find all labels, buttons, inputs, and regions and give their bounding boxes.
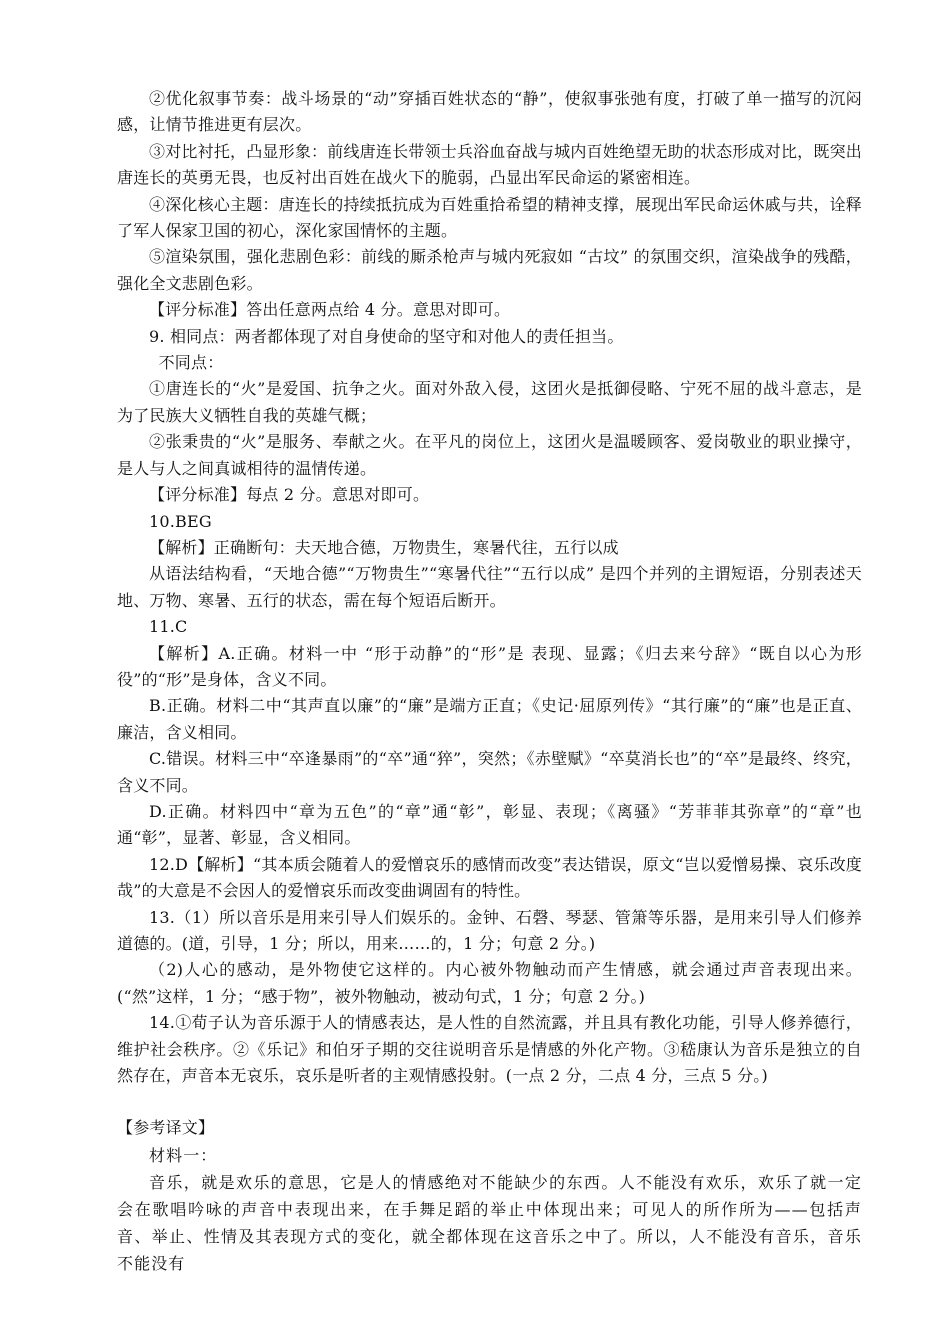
answer-paragraph: 不同点： xyxy=(158,353,224,373)
analysis-paragraph: B.正确。材料二中“其声直以廉”的“廉”是端方正直；《史记·屈原列传》“其行廉”的“廉”也是正直、廉洁，含义相同。 xyxy=(117,696,862,742)
analysis-paragraph: 从语法结构看，“天地合德”“万物贵生”“寒暑代往”“五行以成” 是四个并列的主谓短语，分别表述天地、万物、寒暑、五行的状态，需在每个短语后断开。 xyxy=(117,564,862,610)
analysis-paragraph: D.正确。材料四中“章为五色”的“章”通“彰”，彰显、表现；《离骚》“芳菲菲其弥章”的“章”也通“彰”，显著、彰显，含义相同。 xyxy=(117,801,862,848)
answer-paragraph: 9. 相同点：两者都体现了对自身使命的坚守和对他人的责任担当。 xyxy=(149,326,624,346)
analysis-paragraph: 【解析】A.正确。材料一中 “形于动静”的“形”是 表现、显露；《归去来兮辞》“既自以心为形役”的“形”是身体，含义不同。 xyxy=(117,643,862,689)
scoring-criteria: 【评分标准】每点 2 分。意思对即可。 xyxy=(149,485,430,505)
section-subtitle: 材料一： xyxy=(149,1145,218,1165)
answer-paragraph: ④深化核心主题：唐连长的持续抵抗成为百姓重拾希望的精神支撑，展现出军民命运休戚与共，诠释了军人保家卫国的初心，深化家国情怀的主题。 xyxy=(117,194,862,241)
answer-paragraph: ①唐连长的“火”是爱国、抗争之火。面对外敌入侵，这团火是抵御侵略、宁死不屈的战斗意志，是为了民族大义牺牲自我的英雄气概； xyxy=(117,379,862,425)
answer-paragraph: 10.BEG xyxy=(149,511,212,531)
answer-paragraph: ②张秉贵的“火”是服务、奉献之火。在平凡的岗位上，这团火是温暖顾客、爱岗敬业的职业操守，是人与人之间真诚相待的温情传递。 xyxy=(117,432,862,478)
analysis-paragraph: 【解析】正确断句：夫天地合德，万物贵生，寒暑代往，五行以成 xyxy=(149,537,619,557)
answer-paragraph: ③对比衬托，凸显形象：前线唐连长带领士兵浴血奋战与城内百姓绝望无助的状态形成对比，既突出唐连长的英勇无畏，也反衬出百姓在战火下的脆弱，凸显出军民命运的紧密相连。 xyxy=(117,141,862,188)
answer-paragraph: 11.C xyxy=(149,617,188,637)
answer-paragraph: 14.①荀子认为音乐源于人的情感表达，是人性的自然流露，并且具有教化功能，引导人修养德行，维护社会秩序。②《乐记》和伯牙子期的交往说明音乐是情感的外化产物。③嵇康认为音乐是独立的自然存在，声音本无哀乐，哀乐是听者的主观情感投射。(一点 2 分，二点 4 分，三点 5 分。) xyxy=(117,1013,862,1086)
answer-paragraph: 13.（1）所以音乐是用来引导人们娱乐的。金钟、石磬、琴瑟、管箫等乐器，是用来引导人们修养道德的。(道，引导，1 分；所以，用来……的，1 分；句意 2 分。) xyxy=(117,907,862,953)
section-gap xyxy=(117,1089,862,1115)
answer-paragraph: （2)人心的感动，是外物使它这样的。内心被外物触动而产生情感，就会通过声音表现出来。(“然”这样，1 分；“感于物”，被外物触动，被动句式，1 分；句意 2 分。) xyxy=(117,960,862,1006)
analysis-paragraph: C.错误。材料三中“卒逢暴雨”的“卒”通“猝”，突然；《赤壁赋》“卒莫消长也”的“卒”是最终、终究，含义不同。 xyxy=(117,749,862,795)
section-title: 【参考译文】 xyxy=(117,1118,215,1138)
translation-paragraph: 音乐，就是欢乐的意思，它是人的情感绝对不能缺少的东西。人不能没有欢乐，欢乐了就一定会在歌唱吟咏的声音中表现出来，在手舞足蹈的举止中体现出来；可见人的所作所为——包括声音、举止、性情及其表现方式的变化，就全都体现在这音乐之中了。所以，人不能没有音乐，音乐不能没有 xyxy=(117,1172,862,1273)
document-body xyxy=(117,86,862,1277)
answer-paragraph: ②优化叙事节奏：战斗场景的“动”穿插百姓状态的“静”，使叙事张弛有度，打破了单一描写的沉闷感，让情节推进更有层次。 xyxy=(117,89,862,135)
scoring-criteria: 【评分标准】答出任意两点给 4 分。意思对即可。 xyxy=(149,300,511,320)
answer-paragraph: 12.D【解析】“其本质会随着人的爱憎哀乐的感情而改变”表达错误，原文“岂以爱憎易操、哀乐改度哉”的大意是不会因人的爱憎哀乐而改变曲调固有的特性。 xyxy=(117,854,862,901)
answer-paragraph: ⑤渲染氛围，强化悲剧色彩：前线的厮杀枪声与城内死寂如 “古坟” 的氛围交织，渲染战争的残酷，强化全文悲剧色彩。 xyxy=(117,247,862,293)
reference-translation xyxy=(117,1115,862,1276)
